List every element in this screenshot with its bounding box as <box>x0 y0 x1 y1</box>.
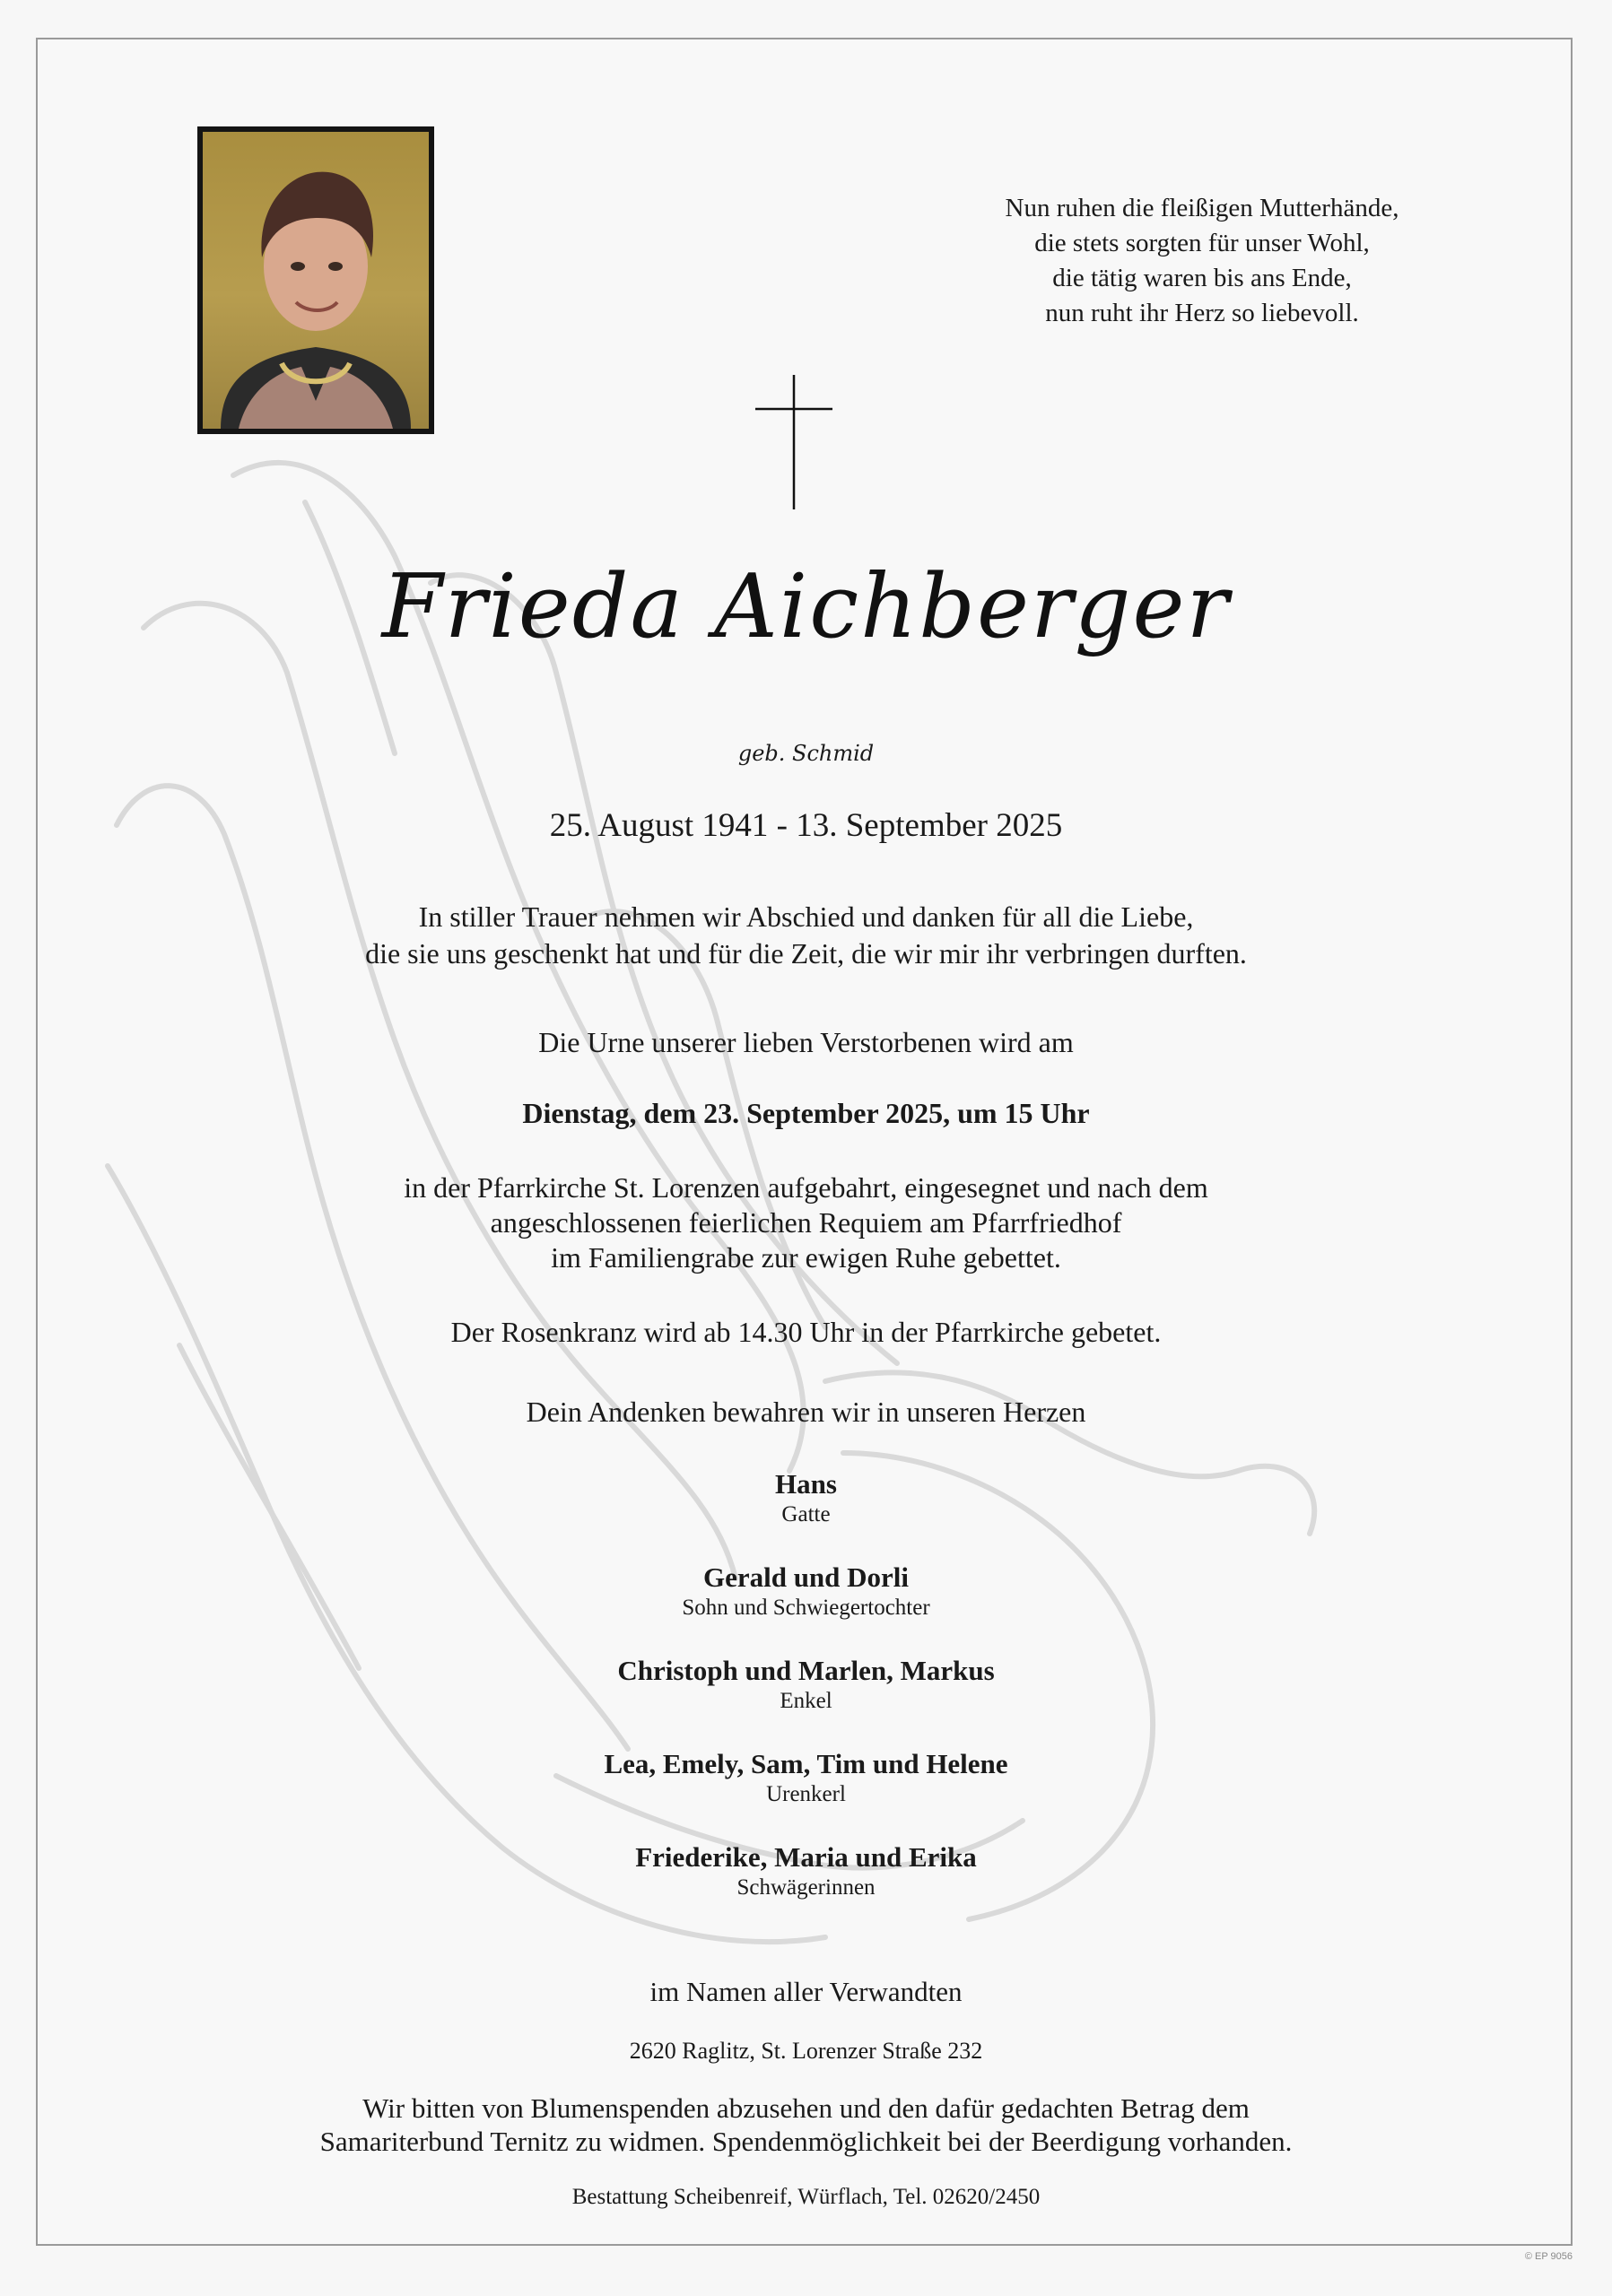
deceased-name: Frieda Aichberger <box>381 556 1231 658</box>
ceremony-line: in der Pfarrkirche St. Lorenzen aufgebahrt, eingesegnet und nach dem <box>404 1171 1208 1204</box>
mourner-names: Hans <box>775 1468 837 1500</box>
mourner-group <box>0 1748 1612 1807</box>
mourning-line: In stiller Trauer nehmen wir Abschied und danken für all die Liebe, <box>418 900 1194 933</box>
family-address: 2620 Raglitz, St. Lorenzer Straße 232 <box>629 2038 983 2064</box>
remembrance-line: Dein Andenken bewahren wir in unseren Herzen <box>526 1396 1086 1428</box>
mourner-group <box>0 1561 1612 1621</box>
urn-intro: Die Urne unserer lieben Verstorbenen wird am <box>538 1026 1074 1058</box>
undertaker-info: Bestattung Scheibenreif, Würflach, Tel. 02620/2450 <box>571 2185 1041 2209</box>
mourner-names: Christoph und Marlen, Markus <box>617 1655 995 1686</box>
maiden-name: geb. Schmid <box>737 741 875 766</box>
portrait-figure <box>203 132 429 429</box>
mourner-relation: Gatte <box>781 1502 831 1526</box>
portrait-photo <box>197 126 434 434</box>
mourning-line: die sie uns geschenkt hat und für die Zeit, die wir mir ihr verbringen durften. <box>365 937 1247 970</box>
mourner-group <box>0 1841 1612 1900</box>
document-code: © EP 9056 <box>1524 2251 1573 2262</box>
ceremony-date: Dienstag, dem 23. September 2025, um 15 Uhr <box>522 1097 1090 1129</box>
on-behalf-line: im Namen aller Verwandten <box>649 1976 963 2007</box>
quote-line: die stets sorgten für unser Wohl, <box>1034 229 1370 257</box>
mourner-relation: Schwägerinnen <box>736 1875 876 1900</box>
mourner-names: Gerald und Dorli <box>702 1561 910 1593</box>
mourner-group <box>0 1468 1612 1527</box>
mourning-text <box>0 899 1612 972</box>
ceremony-details <box>0 1170 1612 1275</box>
cross-icon <box>755 375 832 509</box>
donation-line: Wir bitten von Blumenspenden abzusehen und den dafür gedachten Betrag dem <box>362 2092 1250 2124</box>
life-dates: 25. August 1941 - 13. September 2025 <box>549 807 1063 844</box>
memorial-quote <box>978 191 1426 331</box>
ceremony-line: angeschlossenen feierlichen Requiem am Pfarrfriedhof <box>490 1206 1122 1239</box>
mourner-group <box>0 1655 1612 1714</box>
quote-line: nun ruht ihr Herz so liebevoll. <box>1045 299 1359 327</box>
mourner-names: Friederike, Maria und Erika <box>635 1841 977 1873</box>
mourner-names: Lea, Emely, Sam, Tim und Helene <box>604 1748 1008 1779</box>
ceremony-line: im Familiengrabe zur ewigen Ruhe gebettet. <box>551 1241 1061 1274</box>
rosary-note: Der Rosenkranz wird ab 14.30 Uhr in der Pfarrkirche gebetet. <box>450 1316 1162 1348</box>
quote-line: die tätig waren bis ans Ende, <box>1052 264 1352 292</box>
quote-line: Nun ruhen die fleißigen Mutterhände, <box>1005 194 1399 222</box>
mourners-list <box>0 1468 1612 1935</box>
donation-note <box>0 2092 1612 2158</box>
mourner-relation: Enkel <box>780 1689 832 1713</box>
donation-line: Samariterbund Ternitz zu widmen. Spendenmöglichkeit bei der Beerdigung vorhanden. <box>319 2126 1293 2157</box>
mourner-relation: Sohn und Schwiegertochter <box>682 1596 930 1620</box>
mourner-relation: Urenkerl <box>766 1782 846 1806</box>
